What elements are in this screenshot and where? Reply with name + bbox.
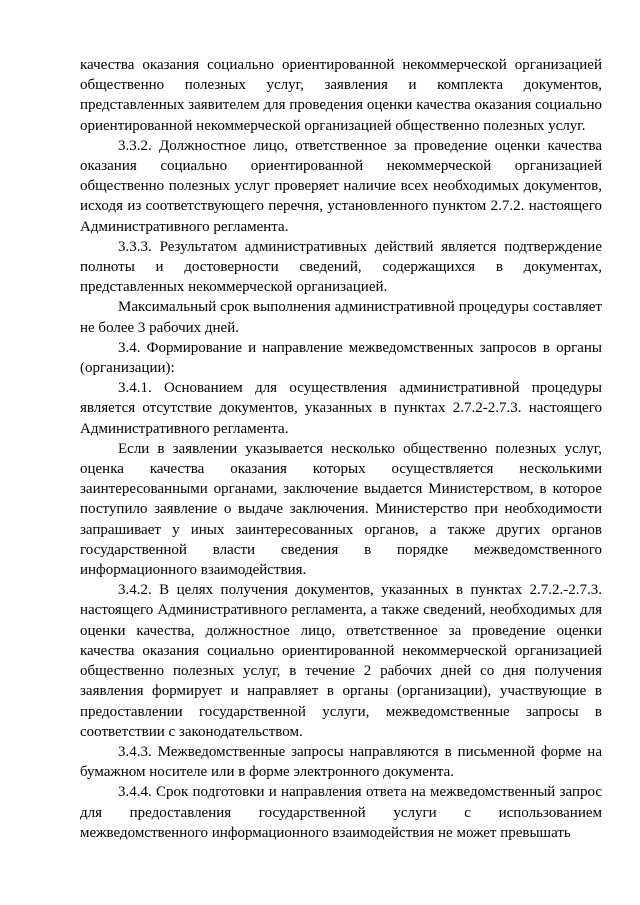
paragraph-3-3-2: 3.3.2. Должностное лицо, ответственное за проведение оценки качества оказания социально ориентированной некоммерческой организацией общественно полезных услуг проверяет наличие всех необходимых документов, исходя из соответствующего перечня, установленного пунктом 2.7.2. настоящего Административного регламента. <box>80 137 602 235</box>
paragraph-3-4-4: 3.4.4. Срок подготовки и направления ответа на межведомственный запрос для предоставления государственной услуги с использованием межведомственного информационного взаимодействия не может превышать <box>80 784 602 841</box>
paragraph-max-term: Максимальный срок выполнения административной процедуры составляет не более 3 рабочих дней. <box>80 299 602 336</box>
paragraph-continuation: качества оказания социально ориентированной некоммерческой организацией общественно полезных услуг, заявления и комплекта документов, представленных заявителем для проведения оценки качества оказания социально ориентированной некоммерческой организацией общественно полезных услуг. <box>80 57 602 134</box>
paragraph-3-4-heading: 3.4. Формирование и направление межведомственных запросов в органы (организации): <box>80 339 602 377</box>
paragraph-3-3-3: 3.3.3. Результатом административных действий является подтверждение полноты и достоверности сведений, содержащихся в документах, представленных некоммерческой организацией. <box>80 238 602 296</box>
paragraph-multiple-services: Если в заявлении указывается несколько общественно полезных услуг, оценка качества оказания которых осуществляется несколькими заинтересованными органами, заключение выдается Министерством, в которое поступило заявление о выдаче заключения. Министерство при необходимости запрашивает у иных заинтересованных органов, а также других органов государственной власти сведения в порядке межведомственного информационного взаимодействия. <box>80 440 602 579</box>
document-body <box>80 55 602 843</box>
paragraph-3-4-2: 3.4.2. В целях получения документов, указанных в пунктах 2.7.2.-2.7.3. настоящего Административного регламента, а также сведений, необходимых для оценки качества, должностное лицо, ответственное за проведение оценки качества оказания социально ориентированной некоммерческой организацией общественно полезных услуг, в течение 2 рабочих дней со дня получения заявления формирует и направляет в органы (организации), участвующие в предоставлении государственной услуги, межведомственные запросы в соответствии с законодательством. <box>80 582 602 740</box>
paragraph-3-4-1: 3.4.1. Основанием для осуществления административной процедуры является отсутствие документов, указанных в пунктах 2.7.2-2.7.3. настоящего Административного регламента. <box>80 380 602 437</box>
paragraph-3-4-3: 3.4.3. Межведомственные запросы направляются в письменной форме на бумажном носителе или в форме электронного документа. <box>80 743 602 781</box>
